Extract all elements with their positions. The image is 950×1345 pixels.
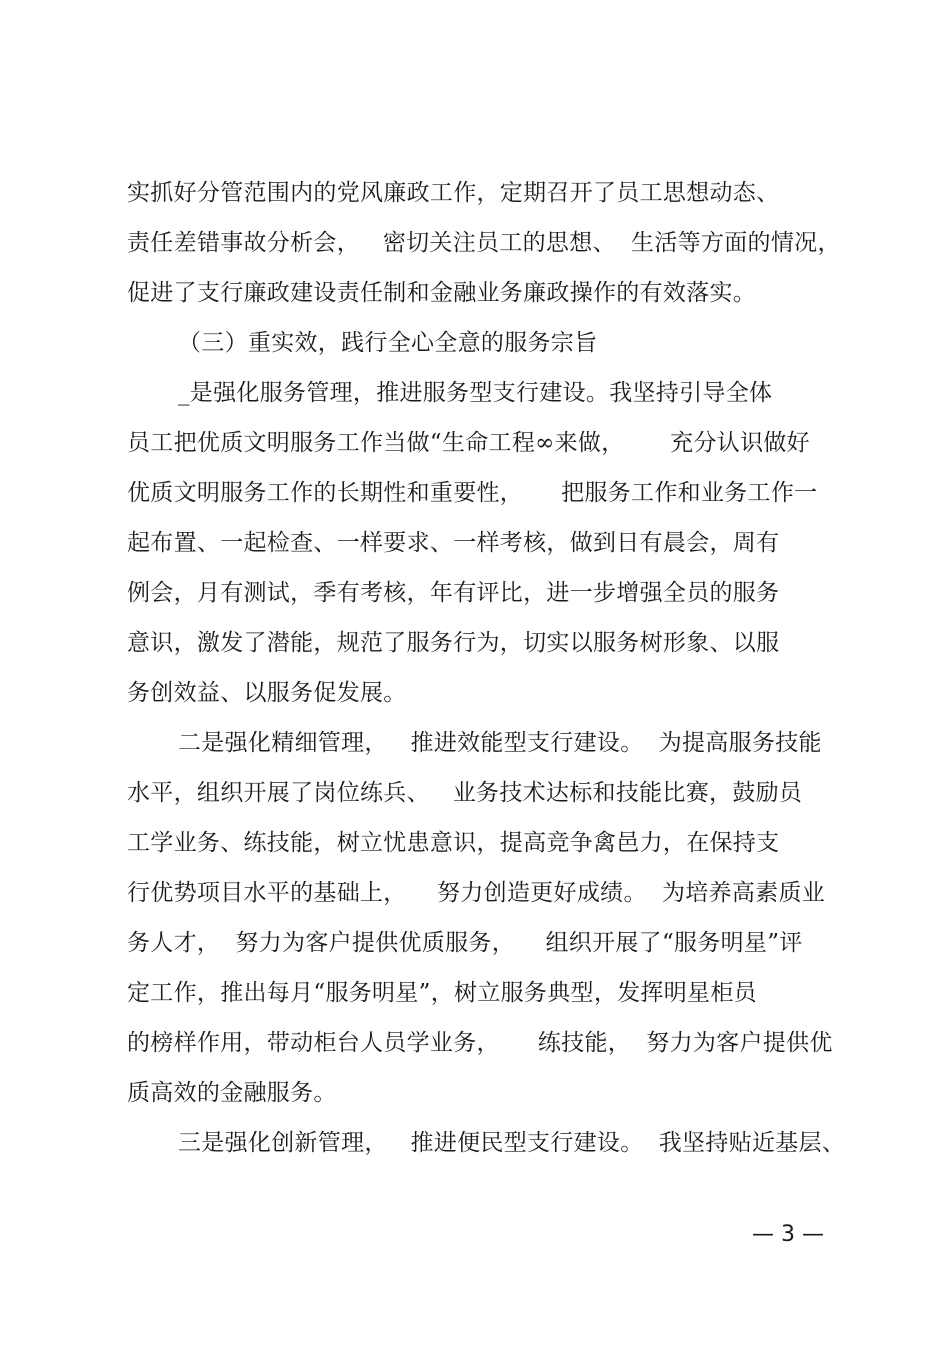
body-line-10: 意识，激发了潜能，规范了服务行为，切实以服务树形象、以服 [127,630,780,656]
body-line-16: 务人才， 努力为客户提供优质服务， 组织开展了“服务明星”评 [127,930,803,956]
section-heading: （三）重实效，践行全心全意的服务宗旨 [178,330,598,356]
body-line-3: 促进了支行廉政建设责任制和金融业务廉政操作的有效落实。 [127,280,757,306]
body-line-6: 员工把优质文明服务工作当做“生命工程∞来做， 充分认识做好 [127,430,810,456]
body-line-1: 实抓好分管范围内的党风廉政工作，定期召开了员工思想动态、 [127,180,780,206]
body-line-13: 水平，组织开展了岗位练兵、 业务技术达标和技能比赛，鼓励员 [127,780,803,806]
body-line-17: 定工作，推出每月“服务明星”，树立服务典型，发挥明星柜员 [127,980,757,1006]
body-line-9: 例会，月有测试，季有考核，年有评比，进一步增强全员的服务 [127,580,780,606]
body-line-12: 二是强化精细管理， 推进效能型支行建设。 为提高服务技能 [178,730,822,756]
body-line-14: 工学业务、练技能，树立忧患意识，提高竞争禽邑力，在保持支 [127,830,780,856]
body-line-18: 的榜样作用，带动柜台人员学业务， 练技能， 努力为客户提供优 [127,1030,833,1056]
body-line-7: 优质文明服务工作的长期性和重要性， 把服务工作和业务工作一 [127,480,818,506]
body-line-11: 务创效益、以服务促发展。 [127,680,407,706]
body-line-20: 三是强化创新管理， 推进便民型支行建设。 我坚持贴近基层、 [178,1130,846,1156]
body-line-2: 责任差错事故分析会， 密切关注员工的思想、 生活等方面的情况， [127,230,841,256]
body-line-19: 质高效的金融服务。 [127,1080,337,1106]
body-line-8: 起布置、一起检查、一样要求、一样考核，做到日有晨会，周有 [127,530,780,556]
body-line-15: 行优势项目水平的基础上， 努力创造更好成绩。 为培养高素质业 [127,880,826,906]
body-line-5: _是强化服务管理，推进服务型支行建设。我坚持引导全体 [178,380,773,406]
page-number: — 3 — [752,1222,824,1247]
